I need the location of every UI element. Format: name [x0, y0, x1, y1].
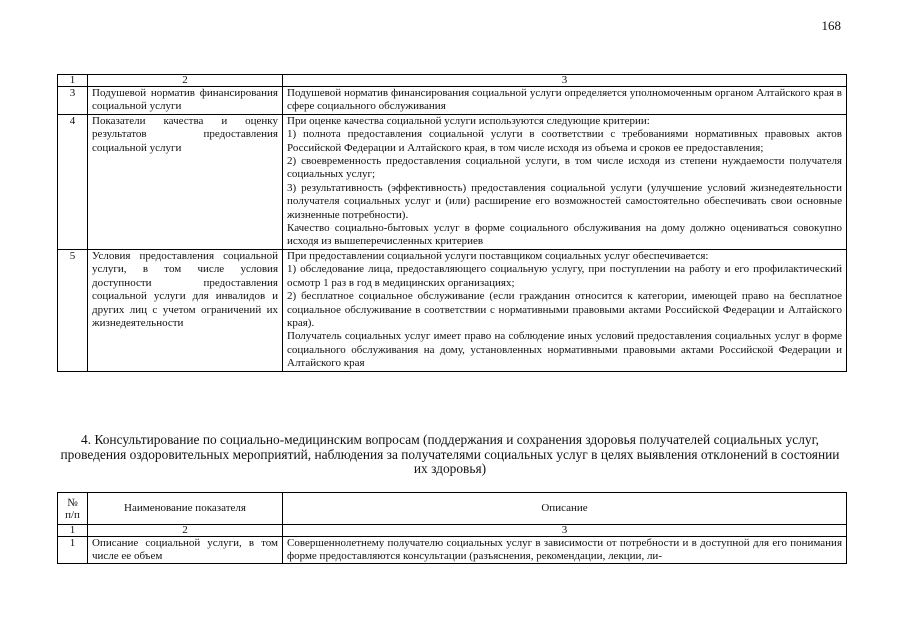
indicator-description	[283, 114, 847, 249]
column-number-row	[58, 525, 847, 537]
column-number-cell: 1	[58, 525, 88, 537]
description-paragraph: Получатель социальных услуг имеет право на соблюдение иных условий предоставления социальных услуг в форме социального обслуживания на дому, установленных нормативными правовыми актами Российской Федерации и Алтайского края	[287, 330, 842, 370]
row-number: 5	[58, 249, 88, 371]
row-number: 1	[58, 537, 88, 564]
indicator-name: Подушевой норматив финансирования социальной услуги	[88, 87, 283, 115]
column-number-cell: 2	[88, 75, 283, 87]
table-row	[58, 537, 847, 564]
description-paragraph: При предоставлении социальной услуги поставщиком социальных услуг обеспечивается:	[287, 249, 709, 262]
services-standard-table-continued	[57, 74, 847, 372]
indicator-name-text: Описание социальной услуги, в том числе ее объем	[92, 537, 278, 563]
indicator-description	[283, 87, 847, 115]
indicator-name: Условия предоставления социальной услуги, в том числе условия доступности предоставления социальной услуги для инвалидов и других лиц с учетом ограничений их жизнедеятельности	[88, 249, 283, 371]
description-paragraph: 1) обследование лица, предоставляющего социальную услугу, при поступлении на работу и его профилактический осмотр 1 раз в год в медицинских организациях;	[287, 263, 842, 289]
column-number-row	[58, 75, 847, 87]
column-number-cell: 3	[283, 75, 847, 87]
section-heading: 4. Консультирование по социально-медицинским вопросам (поддержания и сохранения здоровья получателей социальных услуг, проведения оздоровительных мероприятий, наблюдения за получателями социальных услуг в целях выявления отклонений в состоянии их здоровья)	[60, 432, 840, 477]
indicator-name: Показатели качества и оценку результатов предоставления социальной услуги	[88, 114, 283, 249]
description-paragraph: 3) результативность (эффективность) предоставления социальной услуги (улучшение условий жизнедеятельности получателя социальных услуг и (или) расширение его возможностей самостоятельно обеспечивать свои основные жизненные потребности).	[287, 181, 842, 221]
number-column-header: № п/п	[58, 493, 88, 525]
row-number: 3	[58, 87, 88, 115]
description-paragraph: При оценке качества социальной услуги используются следующие критерии:	[287, 114, 650, 127]
column-header-row	[58, 493, 847, 525]
table-row	[58, 114, 847, 249]
description-paragraph: Подушевой норматив финансирования социальной услуги определяется уполномоченным органом Алтайского края в сфере социального обслуживания	[287, 87, 842, 113]
row-number: 4	[58, 114, 88, 249]
name-column-header: Наименование показателя	[88, 493, 283, 525]
indicator-description	[283, 249, 847, 371]
table-row	[58, 87, 847, 115]
indicator-description-text: Совершеннолетнему получателю социальных услуг в зависимости от потребности и в доступной для его понимания форме предоставляются консультации (разъяснения, рекомендации, лекции, ли-	[287, 537, 842, 563]
description-paragraph: 2) своевременность предоставления социальной услуги, в том числе исходя из степени нуждаемости получателя социальных услуг;	[287, 155, 842, 181]
description-paragraph: 2) бесплатное социальное обслуживание (если гражданин относится к категории, имеющей право на бесплатное социальное обслуживание в соответствии с нормативными правовыми актами Российской Федерации и Алтайского края).	[287, 290, 842, 329]
description-paragraph: Качество социально-бытовых услуг в форме социального обслуживания на дому должно оцениваться совокупно исходя из вышеперечисленных критериев	[287, 222, 842, 248]
column-number-cell: 2	[88, 525, 283, 537]
column-number-cell: 3	[283, 525, 847, 537]
indicator-description	[283, 537, 847, 564]
page-number: 168	[821, 18, 841, 33]
consulting-service-table	[57, 492, 847, 564]
table-row	[58, 249, 847, 371]
indicator-name	[88, 537, 283, 564]
description-column-header: Описание	[283, 493, 847, 525]
description-paragraph: 1) полнота предоставления социальной услуги в соответствии с требованиями нормативных правовых актов Российской Федерации и Алтайского края, в том числе исходя из объема и сроков ее предоставления;	[287, 128, 842, 154]
column-number-cell: 1	[58, 75, 88, 87]
